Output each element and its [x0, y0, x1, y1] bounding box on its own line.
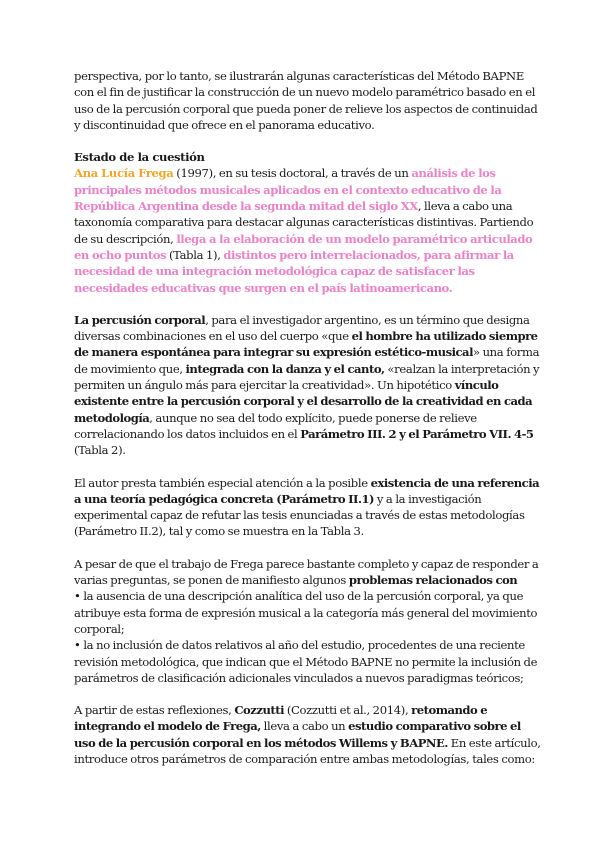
paragraph-frega: Ana Lucía Frega (1997), en su tesis doctoral, a través de un análisis de los principales métodos musicales aplicados en el contexto educativo de la República Argentina desde la segunda mitad del siglo XX, lleva a cabo una taxonomía comparativa para destacar algunas características distintivas. Partiendo de su descripción, llega a la elaboración de un modelo paramétrico articulado en ocho puntos (Tabla 1), distintos pero interrelacionados, para afirmar la necesidad de una integración metodológica capaz de satisfacer las necesidades educativas que surgen en el país latinoamericano. — [74, 166, 534, 295]
spacer — [74, 540, 542, 556]
section-heading: Estado de la cuestión — [74, 150, 205, 165]
highlight-text: llega a la elaboración de un modelo paramétrico articulado en ocho puntos — [74, 231, 533, 262]
paragraph-problems: A pesar de que el trabajo de Frega parece bastante completo y capaz de responder a varias preguntas, se ponen de manifiesto algunos problemas relacionados con — [74, 556, 539, 588]
highlight-text: análisis de los principales métodos musicales aplicados en el contexto educativo de la República Argentina desde la segunda mitad del siglo XX — [74, 166, 502, 214]
list-item: • la no inclusión de datos relativos al año del estudio, procedentes de una reciente revisión metodológica, que indican que el Método BAPNE no permite la inclusión de parámetros de clasificación adicionales vinculados a nuevos paradigmas teóricos; — [74, 638, 538, 685]
spacer — [74, 296, 542, 312]
paragraph-author-attention: El autor presta también especial atención a la posible existencia de una referencia a una teoría pedagógica concreta (Parámetro II.1) y a la investigación experimental capaz de refutar las tesis enunciadas a través de estas metodologías (Parámetro II.2), tal y como se muestra en la Tabla 3. — [74, 475, 540, 539]
paragraph-cozzutti: A partir de estas reflexiones, Cozzutti (Cozzutti et al., 2014), retomando e integrando el modelo de Frega, lleva a cabo un estudio comparativo sobre el uso de la percusión corporal en los métodos Willems y BAPNE. En este artículo, introduce otros parámetros de comparación entre ambas metodologías, tales como: — [74, 703, 541, 766]
spacer — [74, 133, 542, 149]
highlight-text: distintos pero interrelacionados, para afirmar la necesidad de una integración metodológica capaz de satisfacer las necesidades educativas que surgen en el país latinoamericano. — [74, 247, 514, 295]
author-name: Ana Lucía Frega — [74, 166, 174, 181]
paragraph-body-percussion: La percusión corporal, para el investigador argentino, es un término que designa diversas combinaciones en el uso del cuerpo «que el hombre ha utilizado siempre de manera espontánea para integrar su expresión estético-musical» una forma de movimiento que, integrada con la danza y el canto, «realzan la interpretación y permiten un ángulo más para ejercitar la creatividad». Un hipotético vínculo existente entre la percusión corporal y el desarrollo de la creatividad en cada metodología, aunque no sea del todo explícito, puede ponerse de relieve correlacionando los datos incluidos en el Parámetro III. 2 y el Parámetro VII. 4-5 (Tabla 2). — [74, 312, 540, 458]
paragraph-intro: perspectiva, por lo tanto, se ilustrarán algunas características del Método BAPNE con el fin de justificar la construcción de un nuevo modelo paramétrico basado en el uso de la percusión corporal que pueda poner de relieve los aspectos de continuidad y discontinuidad que ofrece en el panorama educativo. — [74, 69, 538, 132]
list-item: • la ausencia de una descripción analítica del uso de la percusión corporal, ya que atribuye esta forma de expresión musical a la categoría más general del movimiento corporal; — [74, 589, 538, 636]
spacer — [74, 459, 542, 475]
spacer — [74, 686, 542, 702]
